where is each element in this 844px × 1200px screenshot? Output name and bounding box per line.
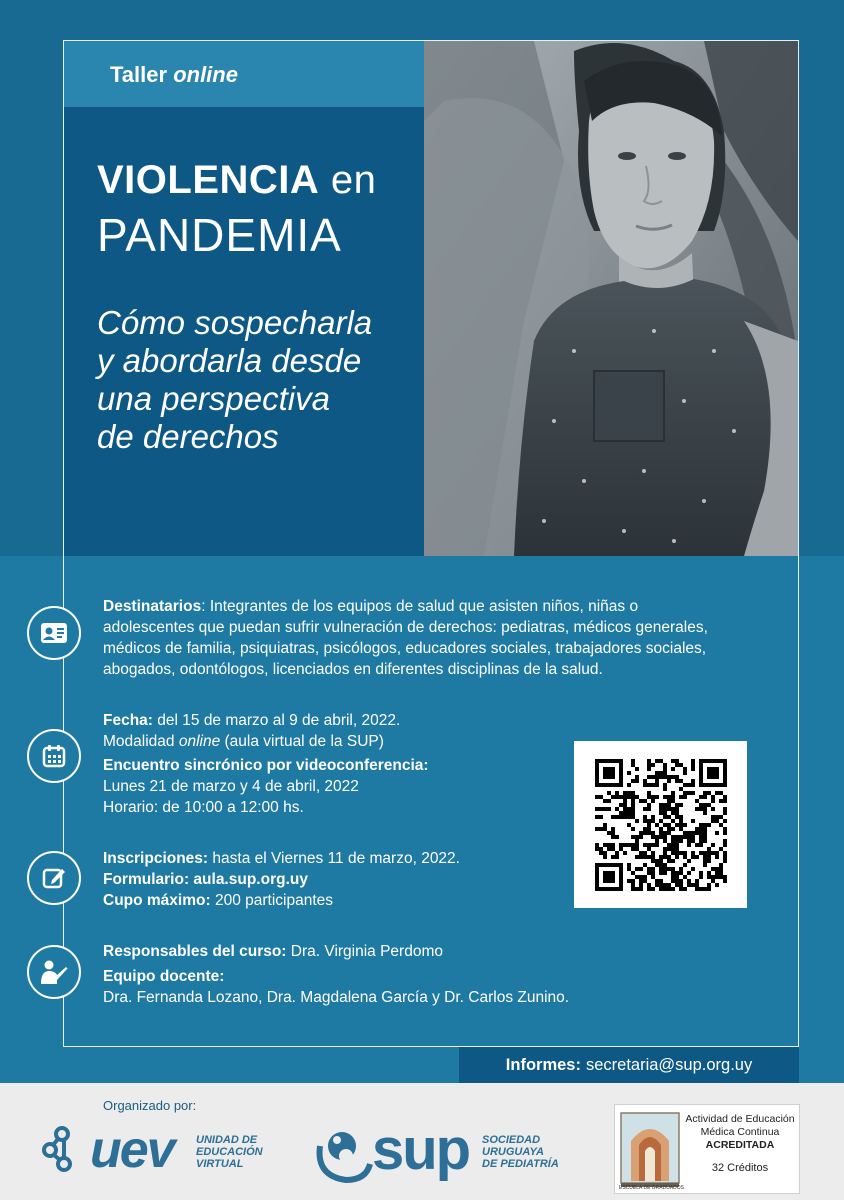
- session-dates: Lunes 21 de marzo y 4 de abril, 2022: [103, 778, 359, 795]
- boy-photo-graphic: [424, 41, 798, 556]
- edit-icon: [27, 851, 81, 905]
- staff-section: Responsables del curso: Dra. Virginia Perdomo Equipo docente: Dra. Fernanda Lozano, Dra. Magdalena García y Dr. Carlos Zunino.: [103, 943, 570, 1006]
- subtitle: [97, 304, 417, 456]
- audience-line: médicos de familia, psiquiatras, psicólogos, educadores sociales, trabajadores sociales,: [103, 640, 707, 657]
- session-label: Encuentro sincrónico por videoconferencia:: [103, 757, 429, 774]
- boy-photo: [424, 41, 798, 556]
- title-line-2: PANDEMIA: [97, 209, 342, 261]
- audience-icon: [27, 606, 81, 660]
- school-name: ESCUELA DE GRADUADOS: [619, 1185, 685, 1191]
- team-members: Dra. Fernanda Lozano, Dra. Magdalena García y Dr. Carlos Zunino.: [103, 989, 570, 1006]
- title-line-1: VIOLENCIA en: [97, 158, 377, 202]
- subtitle-line: y abordarla desde: [97, 342, 362, 379]
- organized-by-label: Organizado por:: [103, 1098, 197, 1113]
- audience-section: Destinatarios: Integrantes de los equipos de salud que asisten niños, niñas o adolescentes que puedan sufrir vulneración de derechos: pediatras, médicos generales, médicos de familia, psiquiatras, psicólogos, educadores sociales, trabajadores sociales, abogados, odontólogos, licenciados en diferentes disciplinas de la salud.: [103, 598, 708, 678]
- school-emblem-icon: [619, 1111, 681, 1189]
- audience-line: adolescentes que puedan sufrir vulneración de derechos: pediatras, médicos generales,: [103, 619, 708, 636]
- qr-code-graphic: [595, 759, 727, 891]
- sup-subtitle: SOCIEDAD URUGUAYA DE PEDIATRÍA: [482, 1134, 559, 1170]
- date-label: Fecha:: [103, 712, 153, 729]
- accreditation-text: Actividad de Educación Médica Continua ACREDITADA 32 Créditos: [685, 1113, 795, 1174]
- uev-logo-icon: [40, 1122, 92, 1174]
- contact-bar: [459, 1047, 799, 1083]
- calendar-icon: [27, 729, 81, 783]
- session-time: Horario: de 10:00 a 12:00 hs.: [103, 799, 304, 816]
- subtitle-line: una perspectiva: [97, 380, 330, 417]
- title-panel: [64, 41, 424, 556]
- registration-section: Inscripciones: hasta el Viernes 11 de marzo, 2022. Formulario: aula.sup.org.uy Cupo máximo: 200 participantes: [103, 850, 460, 909]
- capacity-label: Cupo máximo:: [103, 892, 211, 909]
- form-link[interactable]: Formulario: aula.sup.org.uy: [103, 871, 308, 888]
- teacher-icon: [27, 945, 81, 999]
- workshop-tag: Taller online: [110, 62, 238, 87]
- contact-email[interactable]: secretaria@sup.org.uy: [585, 1055, 753, 1074]
- accreditation-badge: [614, 1104, 800, 1194]
- responsible-label: Responsables del curso:: [103, 943, 287, 960]
- sup-logo: sup: [372, 1117, 470, 1182]
- qr-code[interactable]: [574, 741, 747, 908]
- registration-label: Inscripciones:: [103, 850, 209, 867]
- audience-label: Destinatarios: [103, 598, 202, 615]
- sup-logo-icon: [312, 1124, 374, 1186]
- uev-subtitle: UNIDAD DE EDUCACIÓN VIRTUAL: [196, 1134, 263, 1170]
- contact-label: Informes:: [505, 1055, 581, 1074]
- subtitle-line: Cómo sospecharla: [97, 304, 373, 341]
- subtitle-line: de derechos: [97, 418, 279, 455]
- date-section: Fecha: del 15 de marzo al 9 de abril, 2022. Modalidad online (aula virtual de la SUP) Encuentro sincrónico por videoconferencia: Lunes 21 de marzo y 4 de abril, 2022 Horario: de 10:00 a 12:00 hs.: [103, 712, 429, 816]
- uev-logo: uev: [90, 1121, 174, 1179]
- team-label: Equipo docente:: [103, 968, 225, 985]
- audience-line: abogados, odontólogos, licenciados en diferentes disciplinas de la salud.: [103, 661, 603, 678]
